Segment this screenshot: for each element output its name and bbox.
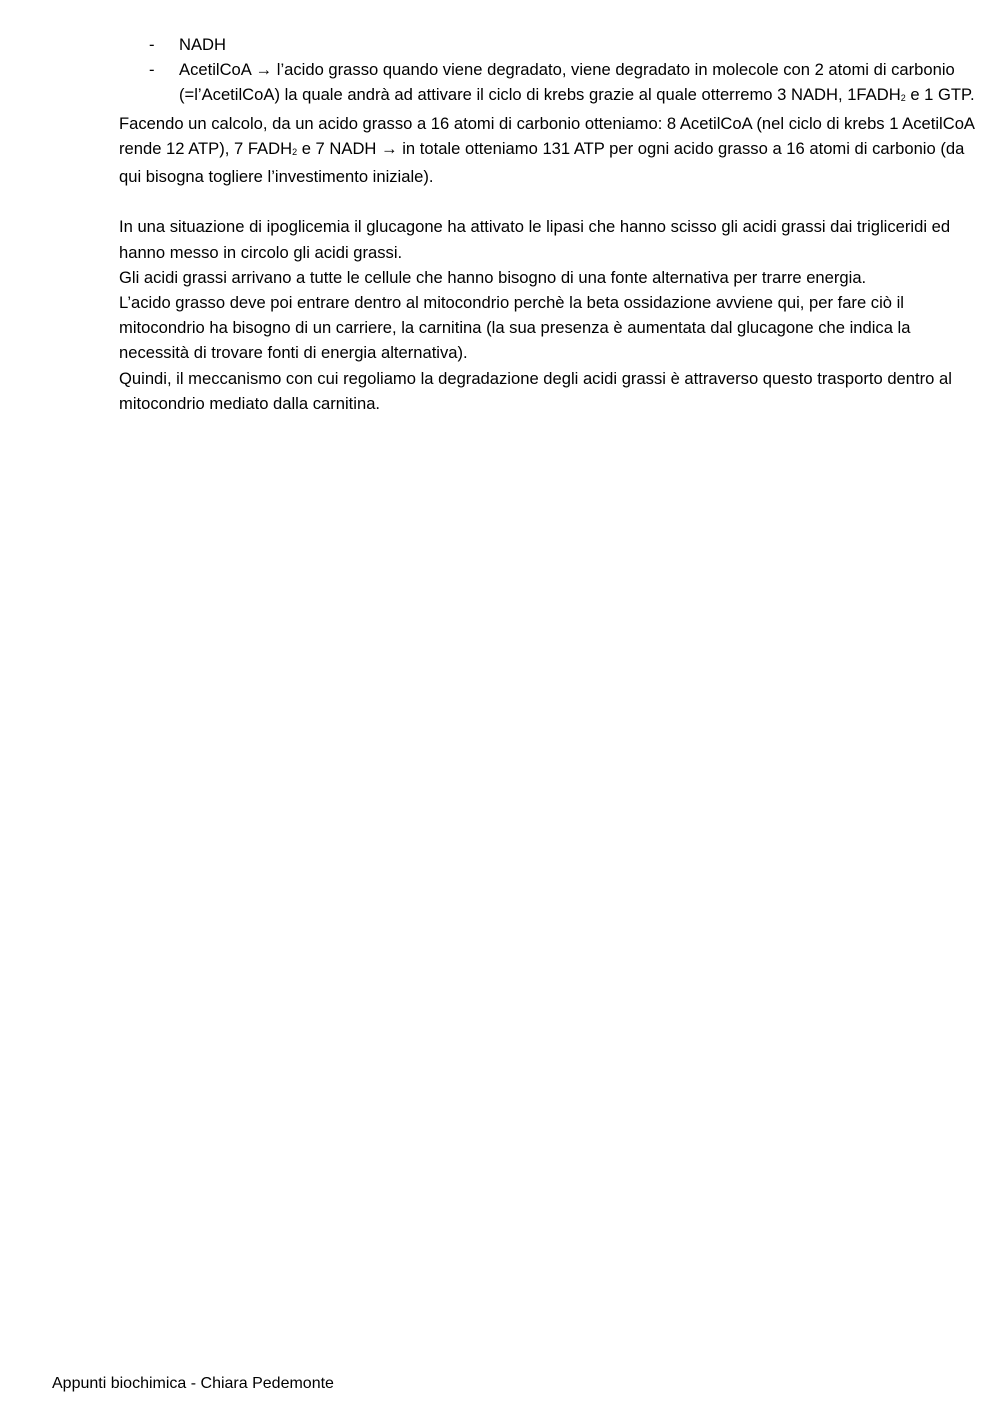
list-item-text: NADH xyxy=(179,35,227,54)
list-item-text xyxy=(179,60,975,104)
list-item-text-tail: e 1 GTP. xyxy=(905,85,975,105)
list-dash: - xyxy=(149,35,155,54)
list-item xyxy=(119,57,979,110)
paragraph-hypoglycemia: In una situazione di ipoglicemia il glucagone ha attivato le lipasi che hanno scisso gli acidi grassi dai trigliceridi ed hanno messo in circolo gli acidi grassi. xyxy=(119,217,951,262)
list-dash: - xyxy=(149,60,155,80)
paragraph-calculation xyxy=(119,111,979,190)
page-footer: Appunti biochimica - Chiara Pedemonte xyxy=(52,1375,334,1392)
paragraph-spacer xyxy=(119,189,979,214)
bullet-list xyxy=(119,32,979,111)
paragraph-text: e 7 NADH → in totale otteniamo 131 ATP per ogni acido grasso a 16 atomi di carbonio (da qui bisogna togliere l’investimento iniziale). xyxy=(119,138,965,187)
paragraph-conclusion: Quindi, il meccanismo con cui regoliamo la degradazione degli acidi grassi è attraverso questo trasporto dentro al mitocondrio mediato dalla carnitina. xyxy=(119,368,952,413)
list-item xyxy=(119,32,979,57)
subscript: 2 xyxy=(292,146,298,157)
paragraph-mitochondrion: L’acido grasso deve poi entrare dentro al mitocondrio perchè la beta ossidazione avviene qui, per fare ciò il mitocondrio ha bisogno di un carriere, la carnitina (la sua presenza è aumentata dal glucagone che indica la necessità di trovare fonti di energia alternativa). xyxy=(119,293,911,363)
paragraph-text: Facendo un calcolo, da un acido grasso a 16 atomi di carbonio otteniamo: 8 AcetilCoA (nel ciclo di krebs 1 AcetilCoA rende 12 ATP), 7 FADH xyxy=(119,113,975,158)
list-item-text-main: AcetilCoA → l’acido grasso quando viene degradato, viene degradato in molecole con 2 atomi di carbonio (=l’AcetilCoA) la quale andrà ad attivare il ciclo di krebs grazie al quale otterremo 3 NADH, 1FADH xyxy=(179,60,955,105)
subscript: 2 xyxy=(900,93,906,104)
page-content xyxy=(119,32,979,416)
paragraph-fatty-acids: Gli acidi grassi arrivano a tutte le cellule che hanno bisogno di una fonte alternativa per trarre energia. xyxy=(119,267,867,287)
